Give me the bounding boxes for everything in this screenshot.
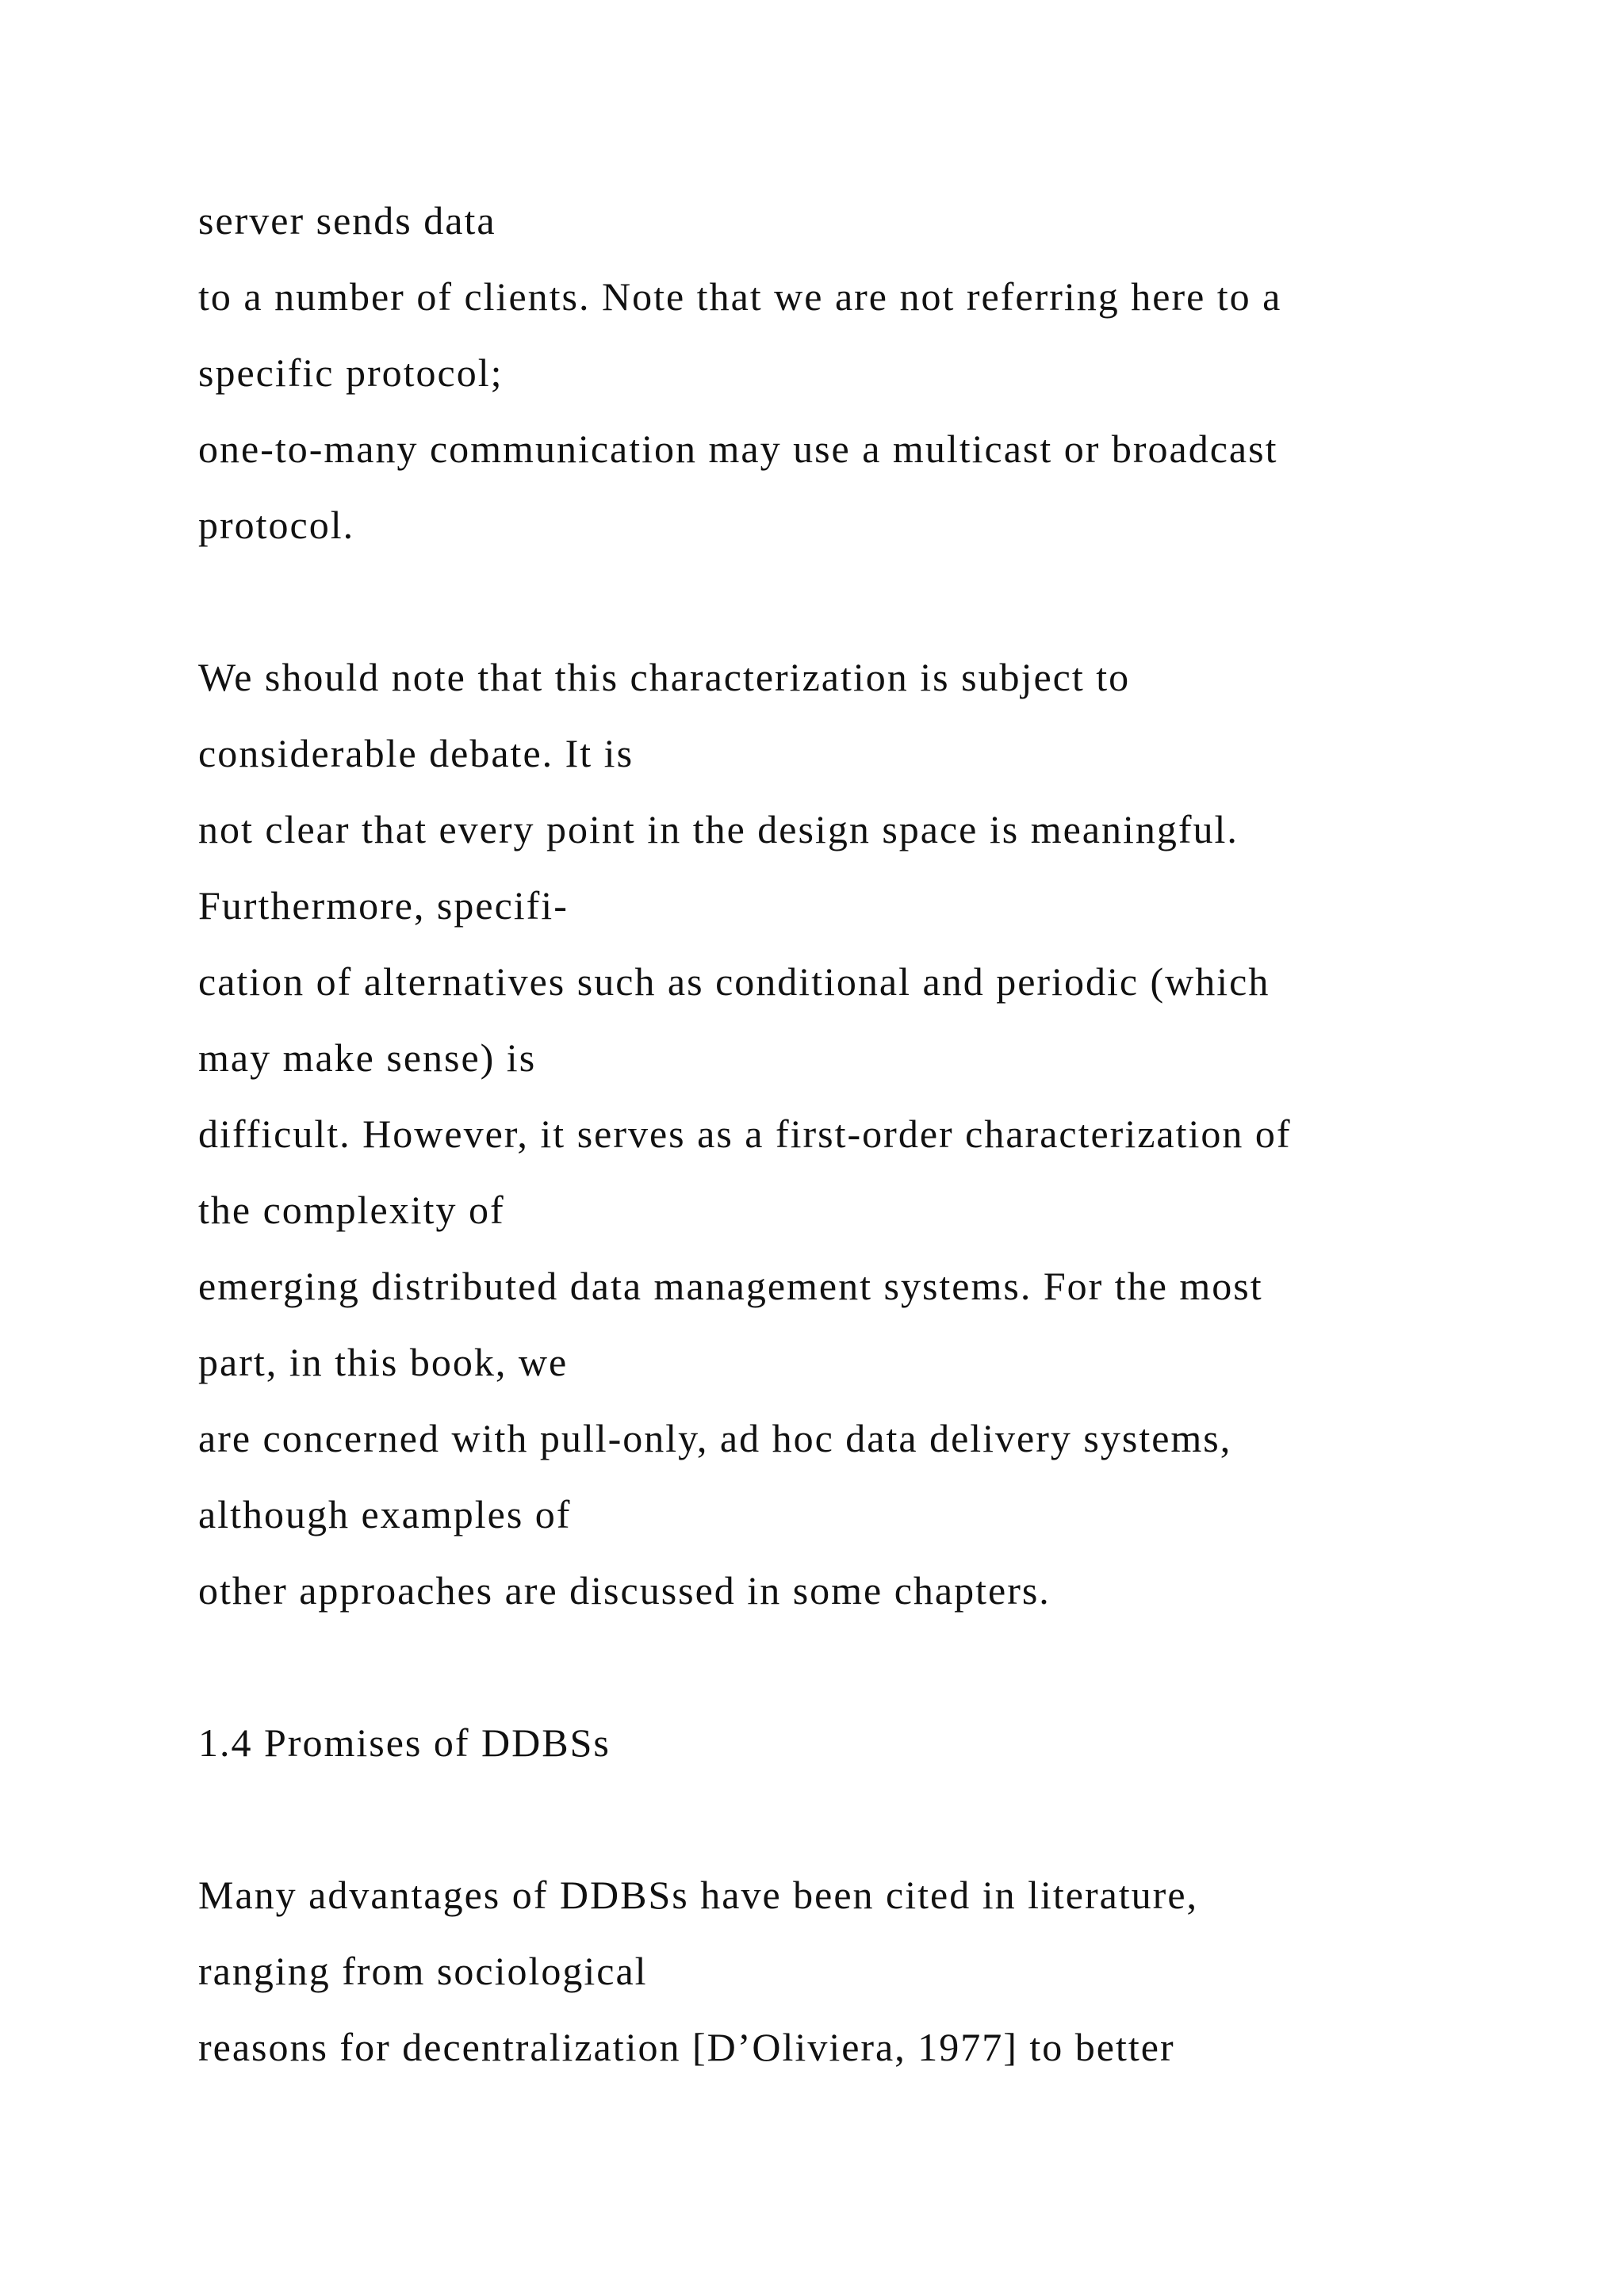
text-line: protocol. (198, 503, 355, 547)
text-line: other approaches are discussed in some chapters. (198, 1568, 1051, 1613)
paragraph (198, 1857, 1507, 2085)
text-line: may make sense) is (198, 1035, 537, 1080)
paragraph-spacer (198, 1628, 1507, 1705)
text-line: difficult. However, it serves as a first-order characterization of (198, 1112, 1292, 1156)
text-line: emerging distributed data management systems. For the most (198, 1264, 1263, 1308)
section-heading: 1.4 Promises of DDBSs (198, 1720, 611, 1765)
text-line: to a number of clients. Note that we are not referring here to a (198, 274, 1282, 319)
text-line: Many advantages of DDBSs have been cited in literature, (198, 1873, 1199, 1917)
text-line: part, in this book, we (198, 1340, 569, 1384)
paragraph (198, 639, 1507, 1628)
paragraph-spacer (198, 563, 1507, 639)
text-line: Furthermore, specifi- (198, 883, 569, 928)
paragraph-spacer (198, 1781, 1507, 1857)
text-line: reasons for decentralization [D’Oliviera, 1977] to better (198, 2025, 1175, 2069)
text-line: cation of alternatives such as conditional and periodic (which (198, 959, 1270, 1004)
document-body (198, 182, 1507, 2085)
text-line: considerable debate. It is (198, 731, 634, 775)
paragraph (198, 182, 1507, 563)
text-line: specific protocol; (198, 350, 504, 395)
text-line: the complexity of (198, 1188, 505, 1232)
text-line: although examples of (198, 1492, 572, 1536)
text-line: one-to-many communication may use a multicast or broadcast (198, 427, 1278, 471)
text-line: are concerned with pull-only, ad hoc data delivery systems, (198, 1416, 1232, 1460)
text-line: server sends data (198, 198, 496, 243)
text-line: not clear that every point in the design space is meaningful. (198, 807, 1239, 851)
text-line: ranging from sociological (198, 1949, 648, 1993)
text-line: We should note that this characterization is subject to (198, 655, 1131, 699)
